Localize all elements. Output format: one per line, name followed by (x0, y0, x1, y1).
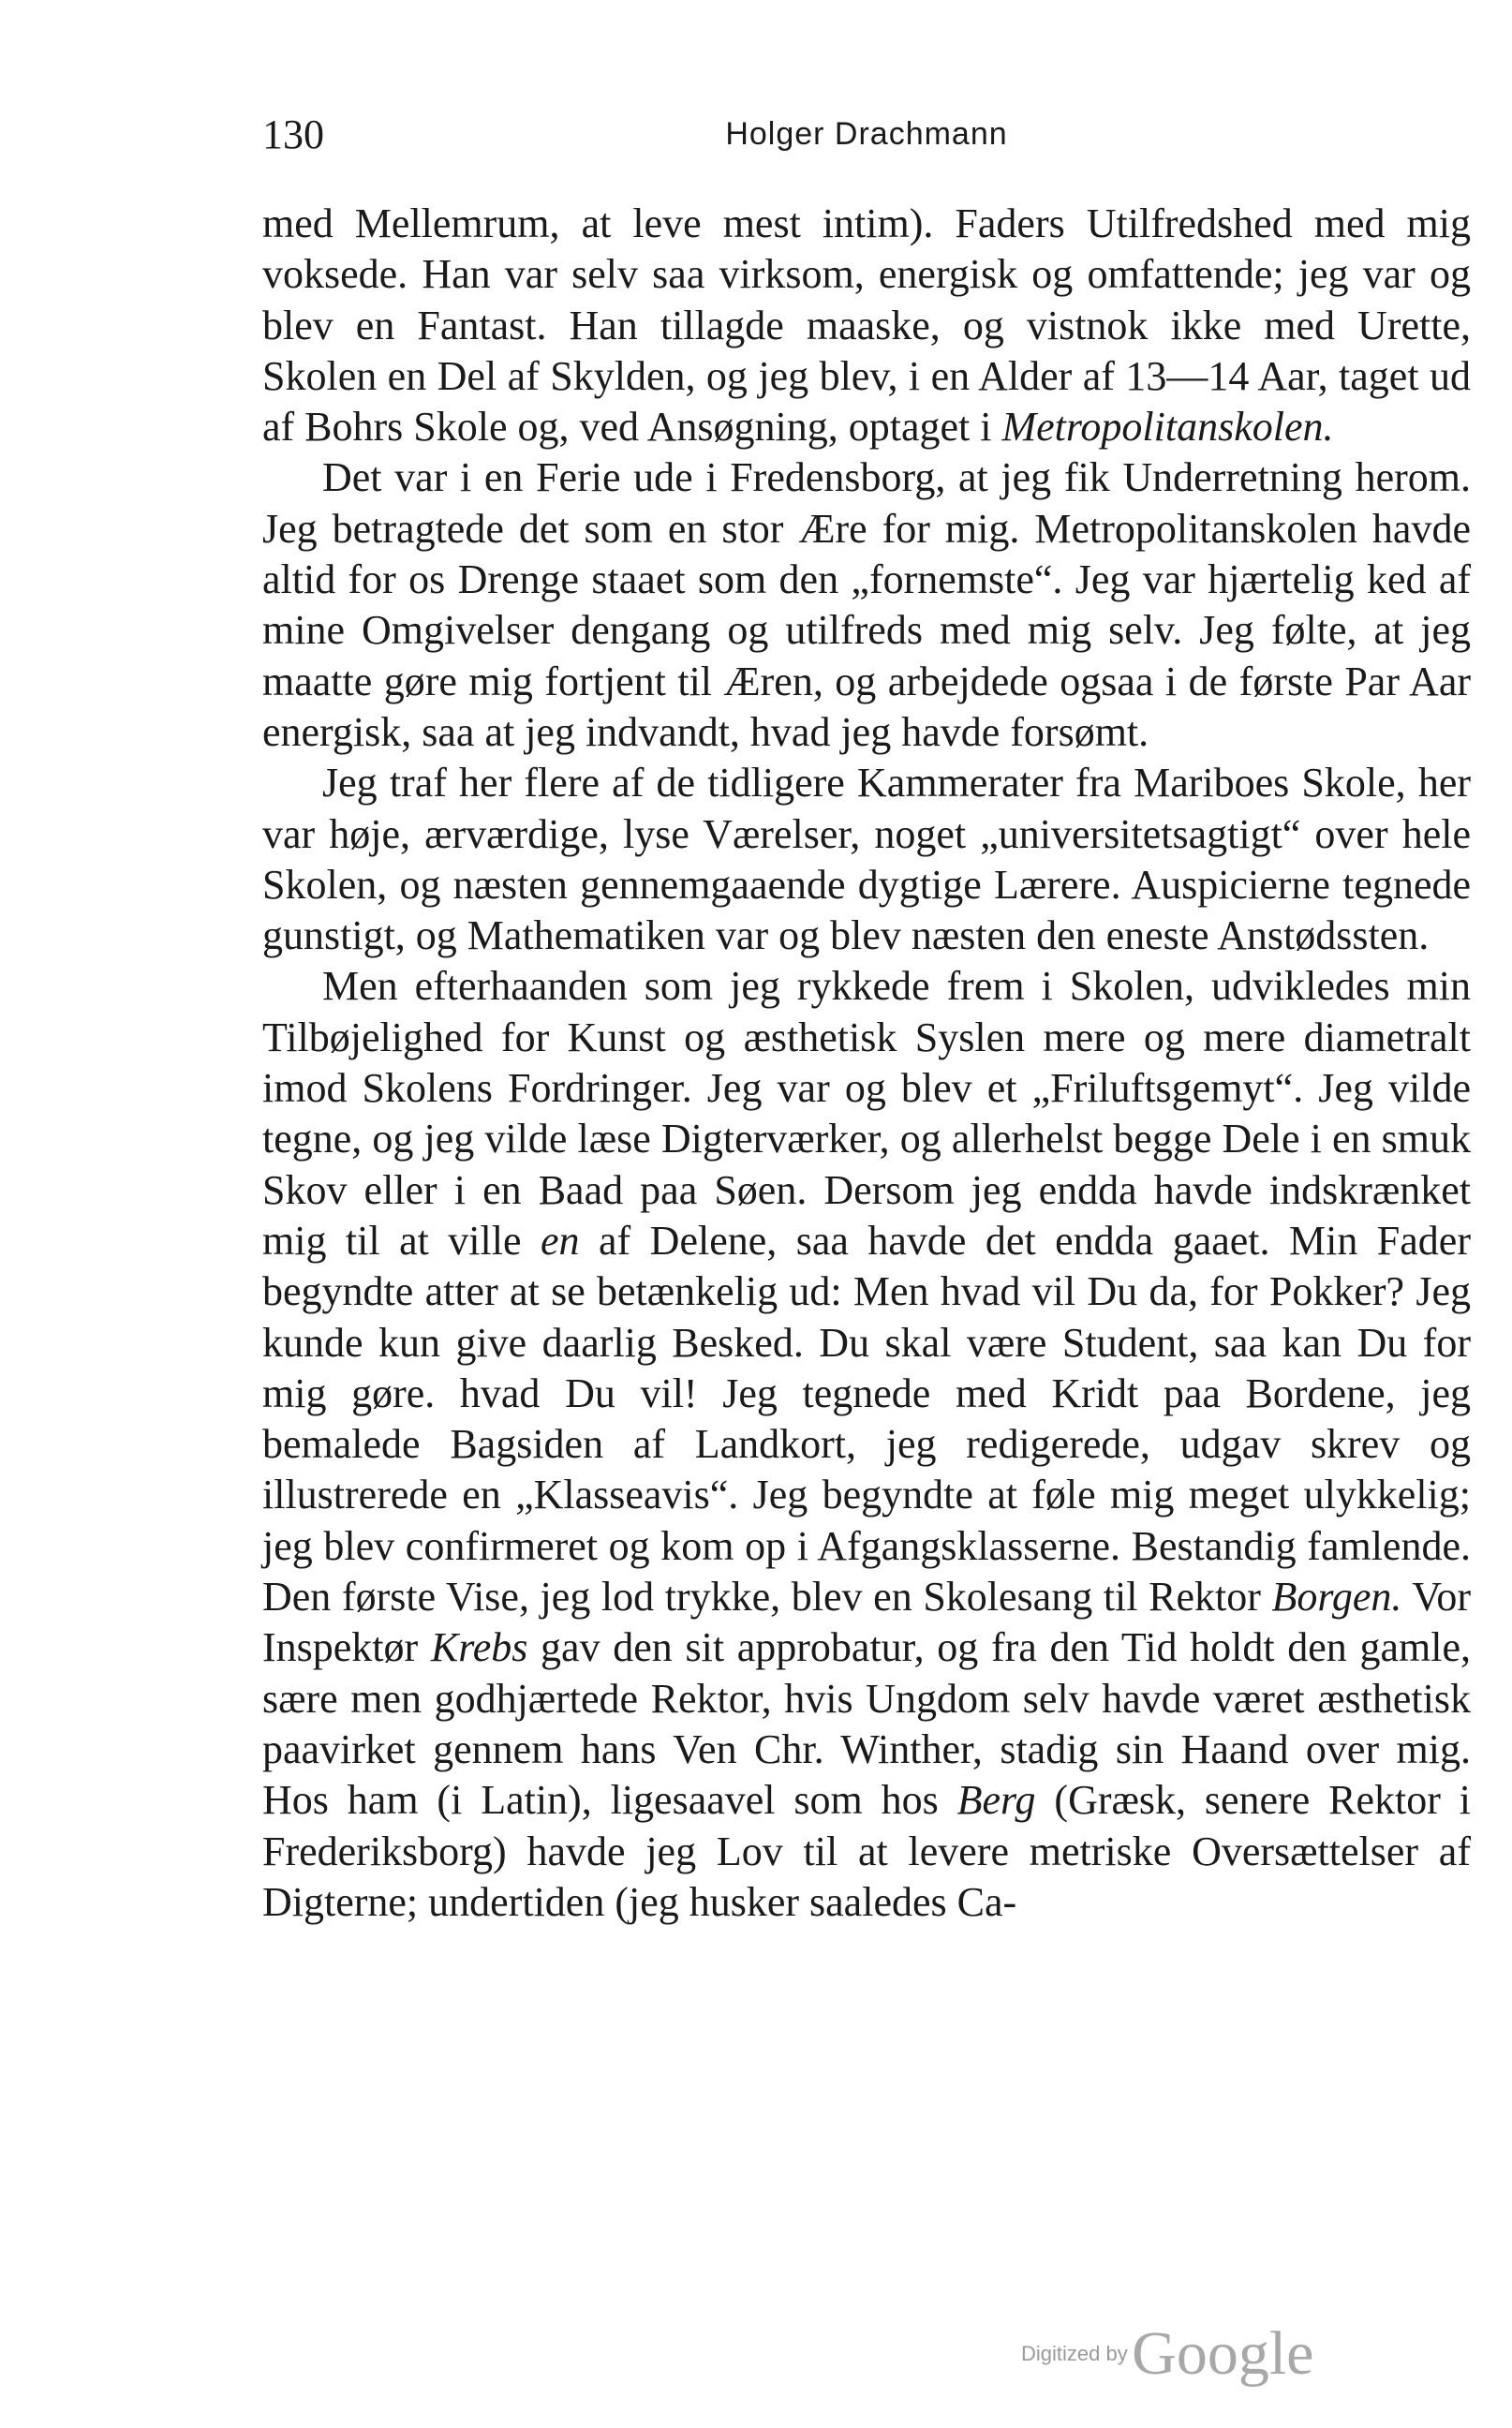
text-run: af Delene, saa havde det endda gaaet. Min Fader begyndte atter at se betænkelig ud: Men hvad vil Du da, for Pokker? Jeg kunde kun give daarlig Besked. Du skal være Student, saa kan Du for mig gøre. hvad Du vil! Jeg tegnede med Kridt paa Bordene, jeg bemalede Bagsiden af Landkort, jeg redigerede, udgav skrev og illustrerede en „Klasseavis“. Jeg begyndte at føle mig meget ulykkelig; jeg blev confirmeret og kom op i Afgangsklasserne. Bestandig famlende. Den første Vise, jeg lod trykke, blev en Skolesang til Rektor (262, 1217, 1471, 1621)
page-header (262, 111, 1471, 167)
google-watermark (1021, 2318, 1313, 2390)
page-number: 130 (262, 111, 324, 157)
running-head: Holger Drachmann (725, 116, 1008, 152)
body-text (262, 199, 1471, 1928)
italic-text: Berg (956, 1777, 1036, 1824)
watermark-prefix: Digitized by (1021, 2342, 1128, 2365)
text-run: Det var i en Ferie ude i Fredensborg, at jeg fik Underretning herom. Jeg betragtede det som en stor Ære for mig. Metropolitanskolen havde altid for os Drenge staaet som den „fornemste“. Jeg var hjærtelig ked af mine Omgivelser dengang og utilfreds med mig selv. Jeg følte, at jeg maatte gøre mig fortjent til Æren, og arbejdede ogsaa i de første Par Aar energisk, saa at jeg indvandt, hvad jeg havde forsømt. (262, 454, 1471, 755)
text-run: Jeg traf her flere af de tidligere Kammerater fra Mariboes Skole, her var høje, ærværdige, lyse Værelser, noget „universitetsagtigt“ over hele Skolen, og næsten gennemgaaende dygtige Lærere. Auspicierne tegnede gunstigt, og Mathematiken var og blev næsten den eneste Anstødssten. (262, 760, 1471, 959)
text-run: Vor Inspektør (262, 1574, 1471, 1671)
text-run: Men efterhaanden som jeg rykkede frem i Skolen, udvikledes min Tilbøjelighed for Kunst og æsthetisk Syslen mere og mere diametralt imod Skolens Fordringer. Jeg var og blev et „Friluftsgemyt“. Jeg vilde tegne, og jeg vilde læse Digterværker, og allerhelst begge Dele i en smuk Skov eller i en Baad paa Søen. Dersom jeg endda havde indskrænket mig til at ville (262, 963, 1471, 1264)
italic-text: Krebs (430, 1624, 528, 1671)
italic-text: Metropolitanskolen. (1001, 404, 1334, 451)
text-run: gav den sit approbatur, og fra den Tid holdt den gamle, sære men godhjærtede Rektor, hvis Ungdom selv havde været æsthetisk paavirket gennem hans Ven Chr. Winther, stadig sin Haand over mig. Hos ham (i Latin), ligesaavel som hos (262, 1624, 1471, 1824)
paragraph (262, 452, 1471, 758)
text-run: med Mellemrum, at leve mest intim). Faders Utilfredshed med mig voksede. Han var selv saa virksom, energisk og omfattende; jeg var og blev en Fantast. Han tillagde maaske, og vistnok ikke med Urette, Skolen en Del af Skylden, og jeg blev, i en Alder af 13—14 Aar, taget ud af Bohrs Skole og, ved Ansøgning, optaget i (262, 200, 1471, 451)
paragraph (262, 961, 1471, 1928)
text-run: (Græsk, senere Rektor i Frederiksborg) havde jeg Lov til at levere metriske Oversættelser af Digterne; undertiden (jeg husker saaledes Ca- (262, 1777, 1471, 1925)
italic-text: Borgen. (1271, 1574, 1402, 1621)
paragraph (262, 758, 1471, 961)
paragraph (262, 199, 1471, 452)
watermark-logo: Google (1132, 2319, 1314, 2388)
italic-text: en (541, 1217, 580, 1264)
